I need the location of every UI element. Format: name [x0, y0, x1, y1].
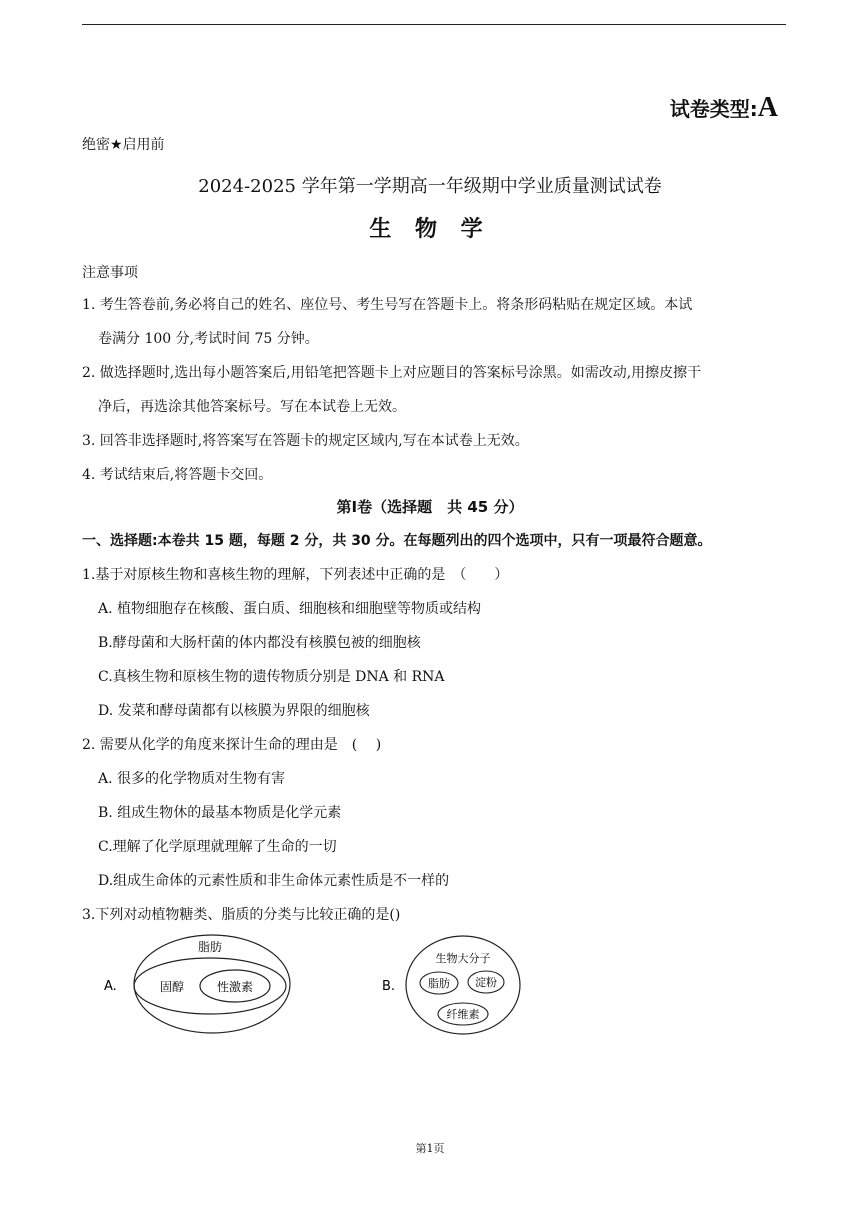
note-line: 1. 考生答卷前,务必将自己的姓名、座位号、考生号写在答题卡上。将条形码粘贴在规定区域。本试 [82, 297, 693, 313]
part-title: 一、选择题:本卷共 15 题，每题 2 分，共 30 分。在每题列出的四个选项中，只有一项最符合题意。 [82, 533, 712, 549]
note-line: 2. 做选择题时,选出每小题答案后,用铅笔把答题卡上对应题目的答案标号涂黑。如需改动,用擦皮擦干 [82, 365, 702, 381]
question-option: C.理解了化学原理就理解了生命的一切 [98, 839, 337, 855]
diagram-a-middle-label: 固醇 [159, 980, 185, 994]
paper-type [670, 92, 778, 124]
paper-type-prefix: 试卷类型: [669, 97, 758, 121]
diagram-b-label: B. [382, 979, 396, 994]
exam-title: 2024-2025 学年第一学期高一年级期中学业质量测试试卷 [198, 176, 662, 197]
top-rule [82, 24, 786, 25]
diagram-b-starch-label: 淀粉 [475, 976, 497, 989]
diagram-b-fat-label: 脂肪 [428, 977, 450, 990]
question-option: B.酵母菌和大肠杆菌的体内都没有核膜包被的细胞核 [98, 635, 421, 651]
notes-heading: 注意事项 [82, 265, 138, 281]
diagram-a-inner-label: 性激素 [216, 980, 254, 994]
subject-title: 生 物 学 [369, 217, 491, 242]
question-stem: 1.基于对原核生物和喜核生物的理解，下列表述中正确的是 （ ） [82, 567, 509, 583]
diagram-b-outer-label: 生物大分子 [435, 952, 491, 965]
page-number: 第1页 [415, 1142, 445, 1155]
question-option: A. 植物细胞存在核酸、蛋白质、细胞核和细胞壁等物质或结构 [98, 601, 482, 617]
note-line: 卷满分 100 分,考试时间 75 分钟。 [98, 331, 319, 347]
question-option: A. 很多的化学物质对生物有害 [98, 771, 286, 787]
question-option: D.组成生命体的元素性质和非生命体元素性质是不一样的 [98, 873, 450, 889]
diagram-b-cellulose-label: 纤维素 [446, 1008, 480, 1021]
question-stem: 3.下列对动植物糖类、脂质的分类与比较正确的是() [82, 907, 401, 923]
diagram-a-middle-ellipse [134, 958, 286, 1014]
diagram-a-label: A. [104, 979, 117, 994]
question-option: D. 发菜和酵母菌都有以核膜为界限的细胞核 [98, 703, 370, 719]
diagram-a-outer-label: 脂肪 [197, 940, 223, 954]
question-stem: 2. 需要从化学的角度来探计生命的理由是 ( ) [82, 737, 382, 753]
note-line: 净后，再选涂其他答案标号。写在本试卷上无效。 [98, 399, 406, 415]
note-line: 4. 考试结束后,将答题卡交回。 [82, 467, 273, 483]
question-option: C.真核生物和原核生物的遗传物质分别是 DNA 和 RNA [98, 669, 445, 685]
question-option: B. 组成生物休的最基本物质是化学元素 [98, 805, 342, 821]
paper-type-letter: A [757, 92, 778, 123]
question3-diagrams [100, 930, 720, 1050]
section-title: 第Ⅰ卷（选择题 共 45 分） [336, 498, 524, 516]
note-line: 3. 回答非选择题时,将答案写在答题卡的规定区域内,写在本试卷上无效。 [82, 433, 529, 449]
secret-mark: 绝密★启用前 [82, 137, 165, 153]
